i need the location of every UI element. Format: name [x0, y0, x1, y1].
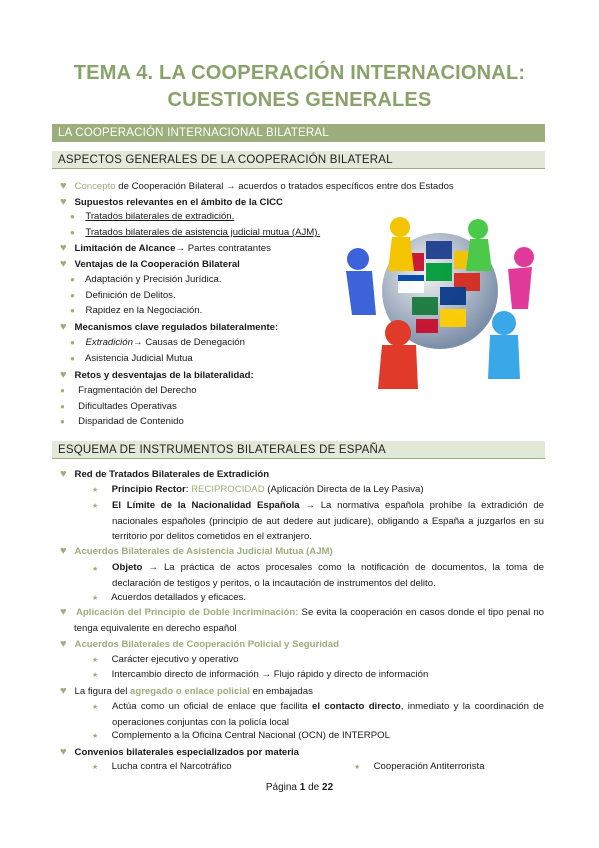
oficial-a: Actúa como un oficial de enlace que facilita: [112, 701, 313, 712]
subsection-heading-esquema: ESQUEMA DE INSTRUMENTOS BILATERALES DE ESPAÑA: [52, 441, 545, 459]
heart-bullet-icon: ♥: [60, 606, 67, 618]
retos-item-1: Fragmentación del Derecho: [78, 385, 197, 396]
dot-bullet-icon: ●: [60, 402, 65, 411]
heart-bullet-icon: ♥: [60, 746, 67, 758]
heart-bullet-icon: ♥: [60, 545, 67, 557]
dot-bullet-icon: ●: [70, 338, 75, 347]
heart-bullet-icon: ♥: [60, 242, 67, 254]
section-heading: LA COOPERACIÓN INTERNACIONAL BILATERAL: [52, 124, 545, 142]
list-item-ventajas: [60, 258, 240, 271]
principio-colon: :: [185, 484, 192, 495]
objeto-text: → La práctica de actos procesales como la notificación de documentos, la toma de declaración de testigos y peritos, o la incautación de instrumentos del delito.: [112, 562, 544, 589]
dot-bullet-icon: ●: [70, 306, 75, 315]
list-item-limitacion: [60, 242, 271, 255]
sublist-item: [70, 353, 193, 365]
list-item-mecanismos: [60, 321, 278, 334]
sublist-item: [92, 654, 239, 667]
dot-bullet-icon: ●: [60, 417, 65, 426]
globe-people-illustration: [336, 213, 542, 389]
limitacion-label: Limitación de Alcance: [74, 243, 176, 254]
retos-item-3: Disparidad de Contenido: [78, 416, 184, 427]
sublist-item: [92, 730, 390, 743]
sublist-item: [70, 290, 176, 302]
sublist-item: [60, 416, 184, 428]
figure-green: [466, 219, 492, 271]
oficial-paragraph: [112, 699, 544, 730]
sup-item-2: Tratados bilaterales de asistencia judicial mutua (AJM).: [85, 227, 321, 238]
concepto-text: de Cooperación Bilateral → acuerdos o tratados específicos entre dos Estados: [115, 181, 454, 192]
list-item-convenios: [60, 746, 299, 759]
heart-bullet-icon: ♥: [60, 321, 67, 333]
sublist-item: [70, 305, 202, 317]
star-bullet-icon: ★: [92, 487, 99, 494]
sublist-item: [60, 401, 177, 413]
heart-bullet-icon: ♥: [60, 468, 67, 480]
figure-blue-left: [346, 248, 376, 315]
title-line-2: CUESTIONES GENERALES: [167, 89, 432, 111]
doble-paragraph: [74, 605, 544, 636]
star-bullet-icon: ★: [92, 764, 99, 771]
policial-label: Acuerdos Bilaterales de Cooperación Policial y Seguridad: [74, 639, 339, 650]
sublist-item: [70, 337, 245, 349]
sublist-item: [92, 669, 428, 682]
principio-label: Principio Rector: [111, 484, 186, 495]
figura-b: agregado o enlace policial: [130, 686, 250, 697]
page-title: [0, 60, 599, 114]
mec-item-1-label: Extradición: [85, 337, 133, 348]
list-item-acuerdos-ajm: [60, 545, 333, 558]
list-item-policial: [60, 638, 339, 651]
list-item-concepto: [60, 180, 454, 193]
star-bullet-icon: ★: [354, 764, 361, 771]
objeto-label: Objeto: [112, 562, 143, 573]
sublist-item-principio: [92, 484, 424, 497]
concepto-label: Concepto: [74, 181, 116, 192]
star-bullet-icon: ★: [92, 503, 99, 510]
conv-item-1: Lucha contra el Narcotráfico: [111, 761, 232, 772]
dot-bullet-icon: ●: [70, 275, 75, 284]
pol-item-1: Carácter ejecutivo y operativo: [111, 654, 239, 665]
star-bullet-icon: ★: [92, 704, 99, 711]
ventajas-item-3: Rapidez en la Negociación.: [85, 305, 203, 316]
retos-item-2: Dificultades Operativas: [78, 401, 177, 412]
footer-sep: de: [305, 782, 323, 793]
limitacion-text: → Partes contratantes: [175, 243, 271, 254]
figure-blue-right: [488, 311, 520, 379]
oficial-c: , inmediato y la coordinación de operaciones conjuntas con la policía local: [112, 701, 544, 728]
mec-item-2: Asistencia Judicial Mutua: [84, 353, 193, 364]
red-label: Red de Tratados Bilaterales de Extradición: [74, 469, 270, 480]
dot-bullet-icon: ●: [70, 354, 75, 363]
mecanismos-label: Mecanismos clave regulados bilateralmente:: [74, 322, 279, 333]
star-bullet-icon: ★: [92, 672, 99, 679]
sublist-item: [60, 385, 197, 397]
limite-label: El Límite de la Nacionalidad Española: [112, 500, 300, 511]
heart-bullet-icon: ♥: [60, 638, 67, 650]
sublist-item: [354, 761, 485, 774]
principio-rest: (Aplicación Directa de la Ley Pasiva): [264, 484, 424, 495]
conv-item-2: Cooperación Antiterrorista: [373, 761, 485, 772]
page-footer: [0, 782, 599, 793]
figura-c: en embajadas: [249, 686, 313, 697]
star-bullet-icon: ★: [92, 595, 99, 602]
list-item-red: [60, 468, 269, 481]
ventajas-label: Ventajas de la Cooperación Bilateral: [74, 259, 240, 270]
mec-item-1-text: → Causas de Denegación: [132, 337, 245, 348]
figure-magenta: [508, 247, 534, 309]
heart-bullet-icon: ♥: [60, 369, 67, 381]
list-item-supuestos: [60, 196, 283, 209]
acuerdos-detallados: Acuerdos detallados y eficaces.: [111, 592, 247, 603]
dot-bullet-icon: ●: [70, 212, 75, 221]
heart-bullet-icon: ♥: [60, 196, 67, 208]
sup-item-1: Tratados bilaterales de extradición.: [85, 211, 235, 222]
doble-text: Se evita la cooperación en casos donde el tipo penal no tenga equivalente en derecho español: [74, 607, 544, 634]
figura-a: La figura del: [74, 686, 130, 697]
figure-yellow: [388, 217, 414, 271]
pol-item-2: Intercambio directo de información → Flujo rápido y directo de información: [111, 669, 429, 680]
sublist-item: [92, 761, 232, 774]
supuestos-label: Supuestos relevantes en el ámbito de la CICC: [74, 197, 283, 208]
complemento: Complemento a la Oficina Central Nacional (OCN) de INTERPOL: [111, 730, 390, 741]
footer-label: Página: [265, 782, 300, 793]
dot-bullet-icon: ●: [70, 291, 75, 300]
footer-total: 22: [322, 782, 334, 793]
sublist-item: [70, 211, 234, 223]
heart-bullet-icon: ♥: [60, 180, 67, 192]
star-bullet-icon: ★: [92, 566, 99, 573]
heart-bullet-icon: ♥: [60, 258, 67, 270]
star-bullet-icon: ★: [92, 733, 99, 740]
star-bullet-icon: ★: [92, 657, 99, 664]
convenios-label: Convenios bilaterales especializados por materia: [74, 747, 300, 758]
footer-current: 1: [299, 782, 306, 793]
limite-paragraph: [112, 498, 544, 545]
dot-bullet-icon: ●: [60, 386, 65, 395]
subsection-heading-aspectos: ASPECTOS GENERALES DE LA COOPERACIÓN BILATERAL: [52, 151, 545, 169]
ventajas-item-2: Definición de Delitos.: [85, 290, 176, 301]
title-line-1: TEMA 4. LA COOPERACIÓN INTERNACIONAL:: [73, 62, 526, 84]
sublist-item: [92, 592, 246, 605]
list-item-figura: [60, 685, 313, 698]
heart-bullet-icon: ♥: [60, 685, 67, 697]
list-item-retos: [60, 369, 254, 382]
sublist-item: [70, 274, 222, 286]
dot-bullet-icon: ●: [70, 228, 75, 237]
doble-label: Aplicación del Principio de Doble Incriminación:: [76, 607, 299, 618]
acuerdos-ajm-label: Acuerdos Bilaterales de Asistencia Judicial Mutua (AJM): [74, 546, 333, 557]
ventajas-item-1: Adaptación y Precisión Jurídica.: [84, 274, 222, 285]
objeto-paragraph: [112, 560, 544, 591]
principio-value: RECIPROCIDAD: [191, 484, 265, 495]
retos-label: Retos y desventajas de la bilateralidad:: [74, 370, 254, 381]
oficial-b: el contacto directo: [312, 701, 401, 712]
limite-text: → La normativa española prohíbe la extradición de nacionales españoles (principio de aut dedere aut judicare), obligando a España a juzgarlos en su territorio por delitos cometidos en el extranjero.: [112, 500, 544, 542]
sublist-item: [70, 227, 320, 239]
